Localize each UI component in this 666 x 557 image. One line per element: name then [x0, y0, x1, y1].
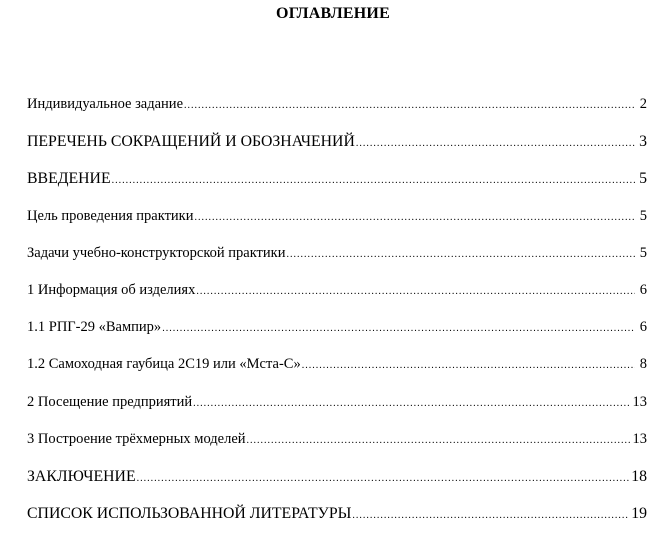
toc-entry-text: Индивидуальное задание: [27, 96, 184, 112]
dot-leader: [184, 101, 635, 111]
toc-page-number: 6: [639, 319, 647, 336]
dot-leader: [302, 361, 635, 371]
dot-leader: [196, 287, 635, 297]
toc-entry-text: Задачи учебно-конструкторской практики: [27, 244, 286, 261]
dot-leader: [286, 250, 635, 260]
toc-entry-practice-goal[interactable]: [27, 198, 647, 235]
dot-leader: [193, 399, 630, 409]
toc-entry-individual-task[interactable]: [27, 86, 647, 123]
toc-entry-products-info[interactable]: [27, 272, 647, 309]
toc-entry-text: ПЕРЕЧЕНЬ СОКРАЩЕНИЙ И ОБОЗНАЧЕНИЙ: [27, 133, 355, 151]
toc-entry-references[interactable]: [27, 495, 647, 532]
toc-entry-3d-models[interactable]: [27, 421, 647, 458]
toc-entry-text: Цель проведения практики: [27, 207, 194, 224]
toc-entry-introduction[interactable]: [27, 160, 647, 197]
dot-leader: [352, 511, 629, 521]
dot-leader: [162, 324, 635, 334]
dot-leader: [194, 213, 635, 223]
dot-leader: [356, 139, 635, 149]
toc-page-number: 13: [632, 393, 647, 410]
toc-page-number: 2: [639, 96, 647, 112]
dot-leader: [247, 436, 631, 446]
toc-entry-rpg29[interactable]: [27, 309, 647, 346]
toc-page-number: 13: [632, 430, 647, 447]
toc-page-number: 8: [639, 356, 647, 373]
toc-entry-practice-tasks[interactable]: [27, 235, 647, 272]
toc-page-number: 6: [639, 281, 647, 298]
toc-page-number: 5: [639, 170, 647, 188]
toc-entry-text: 2 Посещение предприятий: [27, 393, 193, 410]
dot-leader: [112, 176, 635, 186]
toc-title: ОГЛАВЛЕНИЕ: [276, 5, 390, 22]
toc-entry-text: СПИСОК ИСПОЛЬЗОВАННОЙ ЛИТЕРАТУРЫ: [27, 505, 352, 523]
toc-page-number: 3: [639, 133, 647, 151]
toc-entry-enterprise-visits[interactable]: [27, 384, 647, 421]
toc-entry-text: 1.2 Самоходная гаубица 2С19 или «Мста-С»: [27, 356, 301, 373]
toc-entry-abbreviations[interactable]: [27, 123, 647, 160]
table-of-contents: [27, 86, 647, 532]
toc-entry-conclusion[interactable]: [27, 458, 647, 495]
toc-entry-text: ЗАКЛЮЧЕНИЕ: [27, 467, 136, 485]
toc-page-number: 18: [631, 467, 647, 485]
toc-entry-text: ВВЕДЕНИЕ: [27, 170, 111, 188]
toc-page-number: 5: [639, 244, 647, 261]
toc-page-number: 19: [631, 505, 647, 523]
toc-entry-text: 3 Построение трёхмерных моделей: [27, 430, 246, 447]
dot-leader: [137, 474, 630, 484]
toc-entry-text: 1 Информация об изделиях: [27, 281, 196, 298]
toc-entry-2s19[interactable]: [27, 346, 647, 383]
toc-entry-text: 1.1 РПГ-29 «Вампир»: [27, 319, 162, 336]
toc-page-number: 5: [639, 207, 647, 224]
